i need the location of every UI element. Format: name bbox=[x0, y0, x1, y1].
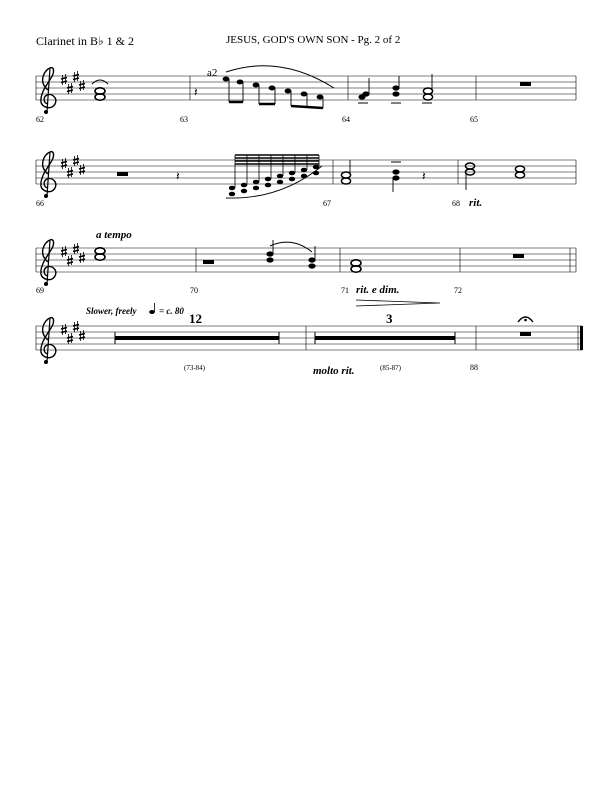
measure-number: 72 bbox=[454, 286, 462, 295]
measure-number: 64 bbox=[342, 115, 350, 124]
rit-dim-marking: rit. e dim. bbox=[356, 284, 400, 296]
quarter-note-icon bbox=[149, 303, 155, 314]
measure-number: 66 bbox=[36, 199, 44, 208]
svg-text:𝄽: 𝄽 bbox=[176, 169, 180, 183]
measure-number: 71 bbox=[341, 286, 349, 295]
key-signature bbox=[61, 155, 85, 178]
measure-range: (73-84) bbox=[184, 364, 205, 372]
rest-count: 3 bbox=[386, 311, 393, 326]
treble-clef-icon bbox=[41, 152, 56, 198]
treble-clef-icon bbox=[41, 240, 56, 286]
rit-marking: rit. bbox=[469, 197, 483, 209]
measure-number: 63 bbox=[180, 115, 188, 124]
system-1 bbox=[36, 66, 576, 124]
page-title: JESUS, GOD'S OWN SON - Pg. 2 of 2 bbox=[226, 34, 401, 46]
treble-clef-icon bbox=[41, 318, 56, 364]
key-signature bbox=[61, 71, 85, 94]
measure-number: 70 bbox=[190, 286, 198, 295]
multi-measure-rest bbox=[115, 336, 279, 340]
a-tempo-marking: a tempo bbox=[96, 229, 132, 241]
measure-number: 68 bbox=[452, 199, 460, 208]
part-name: Clarinet in B♭ 1 & 2 bbox=[36, 34, 134, 48]
measure-number: 62 bbox=[36, 115, 44, 124]
treble-clef-icon bbox=[41, 68, 56, 114]
a2-marking: a2 bbox=[207, 67, 218, 79]
system-4 bbox=[36, 303, 583, 377]
key-signature bbox=[61, 243, 85, 266]
measure-number: 69 bbox=[36, 286, 44, 295]
multi-measure-rest bbox=[315, 336, 455, 340]
key-signature bbox=[61, 321, 85, 344]
system-3 bbox=[36, 229, 576, 306]
system-2 bbox=[36, 152, 576, 209]
tempo-value: = c. 80 bbox=[159, 306, 184, 316]
fermata-icon bbox=[518, 317, 533, 322]
svg-text:𝄽: 𝄽 bbox=[422, 169, 426, 183]
tempo-text: Slower, freely bbox=[86, 306, 137, 316]
measure-number: 65 bbox=[470, 115, 478, 124]
rest-count: 12 bbox=[189, 311, 202, 326]
measure-range: (85-87) bbox=[380, 364, 401, 372]
measure-number: 88 bbox=[470, 363, 478, 372]
measure-number: 67 bbox=[323, 199, 331, 208]
diminuendo-hairpin bbox=[356, 300, 440, 306]
molto-rit-marking: molto rit. bbox=[313, 365, 355, 377]
svg-text:𝄽: 𝄽 bbox=[194, 85, 198, 99]
